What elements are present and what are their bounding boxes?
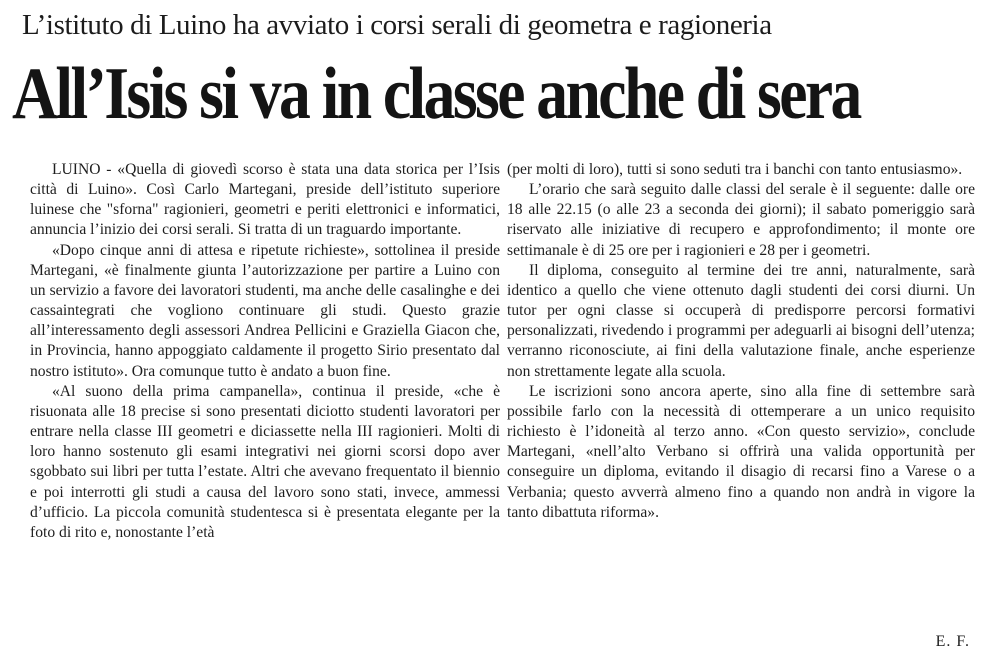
paragraph: LUINO - «Quella di giovedì scorso è stata una data storica per l’Isis città di Luino». Così Carlo Martegani, preside dell’istituto superiore luinese che "sforna" ragionieri, geometri e periti elettronici e informatici, annuncia l’inizio dei corsi serali. Si tratta di un traguardo importante. <box>30 161 500 239</box>
paragraph: Le iscrizioni sono ancora aperte, sino alla fine di settembre sarà possibile farlo con la necessità di ottemperare a un unico requisito richiesto è l’idoneità al terzo anno. «Con questo servizio», conclude Martegani, «nell’alto Verbano si offrirà una valida opportunità per conseguire un diploma, evitando il disagio di recarsi fino a Varese o a Verbania; questo avverrà almeno fino a quando non andrà in vigore la tanto dibattuta riforma». <box>507 382 975 521</box>
paragraph: Il diploma, conseguito al termine dei tre anni, naturalmente, sarà identico a quello che viene ottenuto dagli studenti dei corsi diurni. Un tutor per ogni classe si occuperà di predisporre percorsi formativi personalizzati, rivedendo i programmi per adeguarli ai bisogni dell’utenza; verranno riconosciute, ai fini della valutazione finale, anche esperienze non strettamente legate alla scuola. <box>507 261 975 380</box>
article-column-left <box>30 160 500 543</box>
paragraph: «Dopo cinque anni di attesa e ripetute richieste», sottolinea il preside Martegani, «è finalmente giunta l’autorizzazione per partire a Luino con un servizio a favore dei lavoratori studenti, ma anche delle casalinghe e dei cassaintegrati che vogliono continuare gli studi. Questo grazie all’interessamento degli assessori Andrea Pellicini e Graziella Giacon che, in Provincia, hanno appoggiato caldamente il progetto Sirio presentato dal nostro istituto». Ora comunque tutto è andato a buon fine. <box>30 241 500 380</box>
author-signature: E. F. <box>935 633 970 650</box>
article-kicker: L’istituto di Luino ha avviato i corsi serali di geometra e ragioneria <box>22 9 772 41</box>
article-column-right <box>507 160 975 523</box>
paragraph: «Al suono della prima campanella», continua il preside, «che è risuonata alle 18 precise si sono presentati diciotto studenti lavoratori per entrare nella classe III geometri e diciassette nella III ragionieri. Molti di loro hanno sostenuto gli esami integrativi nei giorni scorsi dopo aver sgobbato sui libri per tutta l’estate. Altri che avevano frequentato il biennio e poi interrotti gli studi a causa del lavoro sono stati, invece, ammessi d’ufficio. La piccola comunità studentesca si è presentata elegante per la foto di rito e, nonostante l’età <box>30 382 500 541</box>
paragraph: L’orario che sarà seguito dalle classi del serale è il seguente: dalle ore 18 alle 22.15 (o alle 23 a seconda dei giorni); il sabato pomeriggio sarà riservato alle iniziative di recupero e approfondimento; il monte ore settimanale è di 25 ore per i ragionieri e 28 per i geometri. <box>507 181 975 259</box>
article-headline: All’Isis si va in classe anche di sera <box>12 53 860 135</box>
paragraph-continued: (per molti di loro), tutti si sono seduti tra i banchi con tanto entusiasmo». <box>507 161 963 178</box>
